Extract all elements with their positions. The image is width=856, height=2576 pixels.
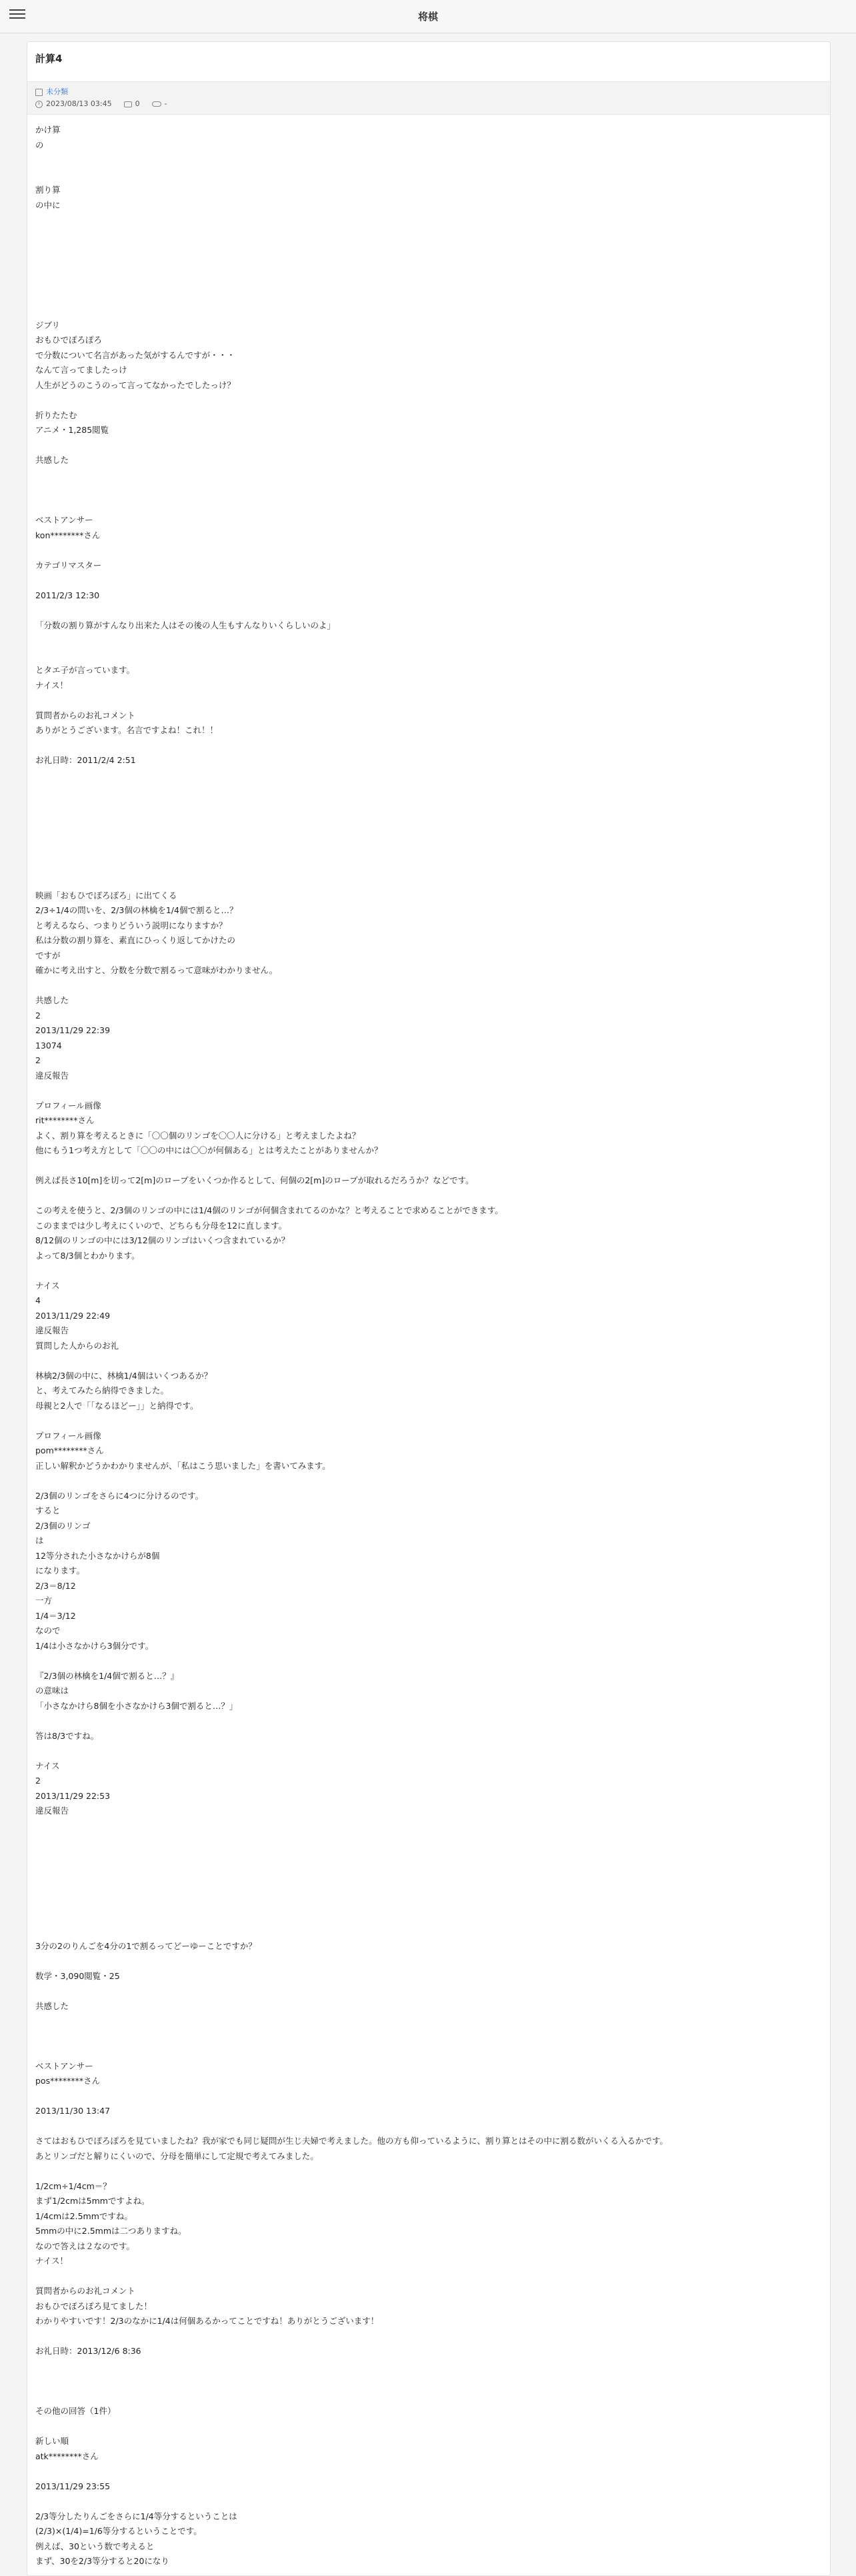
link-icon[interactable] bbox=[152, 101, 161, 107]
blank-line bbox=[35, 858, 822, 874]
blank-line bbox=[35, 2359, 822, 2375]
body-line: このままでは少し考えにくいので、どちらも分母を12に直します。 bbox=[35, 1220, 287, 1231]
body-line: お礼日時：2013/12/6 8:36 bbox=[35, 2346, 141, 2356]
body-line: ナイス bbox=[35, 1280, 60, 1291]
body-line: 割り算 bbox=[35, 185, 61, 195]
body-line: 質問者からのお礼コメント bbox=[35, 710, 136, 720]
blank-line bbox=[35, 1819, 822, 1834]
blank-line bbox=[35, 258, 822, 273]
blank-line bbox=[35, 2164, 822, 2179]
body-line: 新しい順 bbox=[35, 2436, 69, 2446]
body-line: 正しい解釈かどうかわかりませんが、「私はこう思いました」を書いてみます。 bbox=[35, 1460, 331, 1471]
body-line: 他にもう1つ考え方として「〇〇の中には〇〇が何個ある」とは考えたことがありませんか？ bbox=[35, 1145, 383, 1155]
blank-line bbox=[35, 2029, 822, 2044]
body-line: 2013/11/29 22:53 bbox=[35, 1790, 111, 1801]
blank-line bbox=[35, 393, 822, 408]
blank-line bbox=[35, 1984, 822, 1999]
body-line: 2/3個のリンゴをさらに4つに分けるのです。 bbox=[35, 1490, 204, 1501]
body-line: 2013/11/29 22:39 bbox=[35, 1025, 111, 1035]
body-line: なので答えは２なのです。 bbox=[35, 2240, 135, 2251]
comment-count[interactable]: 0 bbox=[135, 99, 140, 108]
body-line: おもひでぽろぽろ bbox=[35, 335, 103, 345]
body-line: 共感した bbox=[35, 995, 69, 1005]
body-line: 人生がどうのこうのって言ってなかったでしたっけ？ bbox=[35, 380, 235, 390]
folder-icon bbox=[35, 89, 43, 96]
body-line: pom********さん bbox=[35, 1445, 104, 1455]
clock-icon bbox=[35, 101, 43, 108]
blank-line bbox=[35, 573, 822, 588]
body-line: で分数について名言があった気がするんですが・・・ bbox=[35, 350, 235, 360]
body-line: の意味は bbox=[35, 1686, 69, 1696]
link-count[interactable]: - bbox=[164, 99, 167, 108]
body-line: お礼日時：2011/2/4 2:51 bbox=[35, 755, 136, 765]
body-line: 例えば長さ10[m]を切って2[m]のロープをいくつか作るとして、何個の2[m]のロープが取れるだろうか？などです。 bbox=[35, 1175, 474, 1185]
body-line: 1/4は小さなかけら3個分です。 bbox=[35, 1640, 154, 1651]
body-line: 数学・3,090閲覧・25 bbox=[35, 1970, 120, 1981]
body-line: 2013/11/29 23:55 bbox=[35, 2481, 111, 2491]
body-line: は bbox=[35, 1535, 44, 1545]
body-line: 2/3個のリンゴ bbox=[35, 1520, 91, 1531]
blank-line bbox=[35, 648, 822, 664]
body-line: この考えを使うと、2/3個のリンゴの中には1/4個のリンゴが何個含まれてるのかな？と考えることで求めることができます。 bbox=[35, 1205, 503, 1215]
body-line: ですが bbox=[35, 950, 61, 960]
blank-line bbox=[35, 273, 822, 288]
body-line: 2 bbox=[35, 1055, 41, 1065]
body-line: 2 bbox=[35, 1010, 41, 1021]
date-row bbox=[35, 98, 822, 110]
body-line: atk********さん bbox=[35, 2451, 99, 2461]
blank-line bbox=[35, 1954, 822, 1969]
blank-line bbox=[35, 168, 822, 183]
blank-line bbox=[35, 783, 822, 798]
blank-line bbox=[35, 1924, 822, 1939]
blank-line bbox=[35, 2014, 822, 2029]
blank-line bbox=[35, 979, 822, 994]
blank-line bbox=[35, 603, 822, 618]
body-line: kon********さん bbox=[35, 530, 101, 540]
blank-line bbox=[35, 813, 822, 828]
blank-line bbox=[35, 483, 822, 498]
blank-line bbox=[35, 1473, 822, 1489]
body-line: 8/12個のリンゴの中には3/12個のリンゴはいくつ含まれているか？ bbox=[35, 1235, 290, 1245]
blank-line bbox=[35, 1159, 822, 1174]
blank-line bbox=[35, 243, 822, 258]
blank-line bbox=[35, 1849, 822, 1864]
article-header bbox=[27, 42, 830, 72]
body-line: おもひでぽろぽろ見てました！ bbox=[35, 2301, 153, 2311]
blank-line bbox=[35, 2419, 822, 2435]
body-line: の中に bbox=[35, 199, 61, 210]
body-line: ナイス bbox=[35, 1760, 60, 1771]
body-line: 2/3＝8/12 bbox=[35, 1580, 76, 1591]
article-title: 計算4 bbox=[35, 53, 63, 65]
blank-line bbox=[35, 1879, 822, 1894]
blank-line bbox=[35, 2089, 822, 2104]
top-navigation-bar bbox=[0, 0, 856, 33]
body-line: 違反報告 bbox=[35, 1806, 69, 1816]
body-line: 答は8/3ですね。 bbox=[35, 1730, 99, 1741]
body-line: 例えば、30という数で考えると bbox=[35, 2541, 155, 2551]
blank-line bbox=[35, 1834, 822, 1849]
site-title[interactable]: 将棋 bbox=[417, 11, 438, 23]
article-card bbox=[27, 41, 831, 2576]
body-line: 13074 bbox=[35, 1040, 62, 1051]
blank-line bbox=[35, 303, 822, 318]
body-line: さてはおもひでぽろぽろを見ていましたね？我が家でも同じ疑問が生じ夫婦で考えました。他の方も仰っているように、割り算とはその中に割る数がいくる入るかです。 bbox=[35, 2136, 669, 2146]
blank-line bbox=[35, 1909, 822, 1924]
body-line: ベストアンサー bbox=[35, 2060, 93, 2071]
body-line: 違反報告 bbox=[35, 1325, 69, 1335]
blank-line bbox=[35, 1189, 822, 1204]
body-line: と、考えてみたら納得できました。 bbox=[35, 1385, 169, 1395]
body-line: ジブリ bbox=[35, 319, 61, 330]
blank-line bbox=[35, 468, 822, 484]
body-line: 1/4cmは2.5mmですね。 bbox=[35, 2210, 133, 2221]
body-line: 5mmの中に2.5mmは二つありますね。 bbox=[35, 2226, 187, 2236]
blank-line bbox=[35, 1263, 822, 1279]
body-line: わかりやすいです！2/3のなかに1/4は何個あるかってことですね！ありがとうございます！ bbox=[35, 2316, 379, 2326]
comment-icon[interactable] bbox=[124, 101, 132, 107]
blank-line bbox=[35, 2374, 822, 2389]
blank-line bbox=[35, 543, 822, 558]
body-line: 2013/11/29 22:49 bbox=[35, 1310, 111, 1321]
body-line: 私は分数の割り算を、素直にひっくり返してかけたの bbox=[35, 935, 236, 945]
hamburger-menu-icon[interactable] bbox=[9, 9, 25, 24]
body-line: なんて言ってましたっけ bbox=[35, 365, 127, 375]
body-line: よって8/3個とわかります。 bbox=[35, 1250, 140, 1261]
body-line: すると bbox=[35, 1505, 61, 1515]
blank-line bbox=[35, 288, 822, 303]
blank-line bbox=[35, 1654, 822, 1669]
blank-line bbox=[35, 828, 822, 844]
blank-line bbox=[35, 2119, 822, 2134]
body-line: 母親と2人で「「なるほどー」」と納得です。 bbox=[35, 1400, 199, 1411]
body-line: 共感した bbox=[35, 2000, 69, 2011]
body-line: 折りたたむ bbox=[35, 410, 77, 420]
body-line: になります。 bbox=[35, 1565, 85, 1575]
blank-line bbox=[35, 2329, 822, 2345]
blank-line bbox=[35, 2464, 822, 2479]
blank-line bbox=[35, 1413, 822, 1429]
article-meta bbox=[27, 81, 830, 115]
body-line: ナイス！ bbox=[35, 680, 69, 690]
body-line: 4 bbox=[35, 1295, 41, 1305]
blank-line bbox=[35, 1083, 822, 1099]
body-line: 2/3等分したりんごをさらに1/4等分するということは bbox=[35, 2511, 237, 2521]
article-body bbox=[27, 115, 830, 2569]
blank-line bbox=[35, 1744, 822, 1759]
category-link[interactable]: 未分類 bbox=[46, 87, 68, 96]
blank-line bbox=[35, 1714, 822, 1729]
body-line: と考えるなら、つまりどういう説明になりますか？ bbox=[35, 920, 227, 930]
body-line: ありがとうございます。名言ですよね！これ！！ bbox=[35, 725, 219, 735]
blank-line bbox=[35, 1864, 822, 1879]
body-line: ナイス！ bbox=[35, 2256, 69, 2266]
blank-line bbox=[35, 738, 822, 754]
blank-line bbox=[35, 213, 822, 228]
body-line: ベストアンサー bbox=[35, 515, 93, 525]
body-line: 「分数の割り算がすんなり出来た人はその後の人生もすんなりいくらしいのよ」 bbox=[35, 620, 336, 630]
body-line: プロフィール画像 bbox=[35, 1100, 101, 1111]
post-date: 2023/08/13 03:45 bbox=[46, 99, 112, 108]
body-line: かけ算 bbox=[35, 125, 61, 135]
body-line: 12等分された小さなかけらが8個 bbox=[35, 1550, 160, 1561]
body-line: 3分の2のりんごを4分の1で割るってどーゆーことですか？ bbox=[35, 1940, 257, 1951]
body-line: あとリンゴだと解りにくいので、分母を簡単にして定規で考えてみました。 bbox=[35, 2150, 319, 2161]
blank-line bbox=[35, 2389, 822, 2405]
body-line: 共感した bbox=[35, 455, 69, 465]
body-line: カテゴリマスター bbox=[35, 560, 102, 570]
body-line: 質問した人からのお礼 bbox=[35, 1340, 119, 1351]
body-line: (2/3)×(1/4)=1/6等分するということです。 bbox=[35, 2526, 202, 2536]
body-line: アニメ・1,285閲覧 bbox=[35, 425, 109, 435]
body-line: 違反報告 bbox=[35, 1070, 69, 1081]
blank-line bbox=[35, 153, 822, 168]
blank-line bbox=[35, 2494, 822, 2509]
body-line: pos********さん bbox=[35, 2076, 101, 2086]
blank-line bbox=[35, 438, 822, 454]
category-row bbox=[35, 86, 822, 98]
body-line: まず、30を2/3等分すると20になり bbox=[35, 2556, 169, 2566]
body-line: 林檎2/3個の中に、林檎1/4個はいくつあるか？ bbox=[35, 1370, 213, 1381]
body-line: よく、割り算を考えるときに「〇〇個のリンゴを〇〇人に分ける」と考えましたよね？ bbox=[35, 1130, 361, 1141]
body-line: 2/3÷1/4の問いを、2/3個の林檎を1/4個で割ると…？ bbox=[35, 905, 238, 915]
blank-line bbox=[35, 693, 822, 708]
blank-line bbox=[35, 1894, 822, 1909]
body-line: 質問者からのお礼コメント bbox=[35, 2286, 136, 2296]
body-line: 2 bbox=[35, 1776, 41, 1786]
body-line: まず1/2cmは5mmですよね。 bbox=[35, 2196, 150, 2206]
blank-line bbox=[35, 1353, 822, 1369]
body-line: 2013/11/30 13:47 bbox=[35, 2106, 111, 2116]
blank-line bbox=[35, 633, 822, 648]
body-line: 一方 bbox=[35, 1595, 53, 1605]
body-line: 「小さなかけら8個を小さなかけら3個で割ると…？」 bbox=[35, 1700, 238, 1711]
blank-line bbox=[35, 768, 822, 784]
body-line: プロフィール画像 bbox=[35, 1430, 101, 1441]
blank-line bbox=[35, 798, 822, 814]
body-line: その他の回答（1件） bbox=[35, 2406, 116, 2416]
blank-line bbox=[35, 2269, 822, 2285]
body-line: 1/4＝3/12 bbox=[35, 1610, 76, 1621]
body-line: 2011/2/3 12:30 bbox=[35, 590, 100, 600]
blank-line bbox=[35, 843, 822, 858]
body-line: 映画「おもひでぽろぽろ」に出てくる bbox=[35, 890, 177, 900]
body-line: 『2/3個の林檎を1/4個で割ると…？』 bbox=[35, 1670, 179, 1681]
blank-line bbox=[35, 873, 822, 888]
body-line: の bbox=[35, 139, 44, 150]
blank-line bbox=[35, 498, 822, 514]
blank-line bbox=[35, 228, 822, 243]
blank-line bbox=[35, 2044, 822, 2059]
body-line: なので bbox=[35, 1626, 61, 1636]
body-line: rit********さん bbox=[35, 1115, 95, 1125]
body-line: とタエ子が言っています。 bbox=[35, 665, 135, 675]
body-line: 1/2cm÷1/4cm＝？ bbox=[35, 2180, 111, 2191]
body-line: 確かに考え出すと、分数を分数で割るって意味がわかりません。 bbox=[35, 965, 278, 975]
